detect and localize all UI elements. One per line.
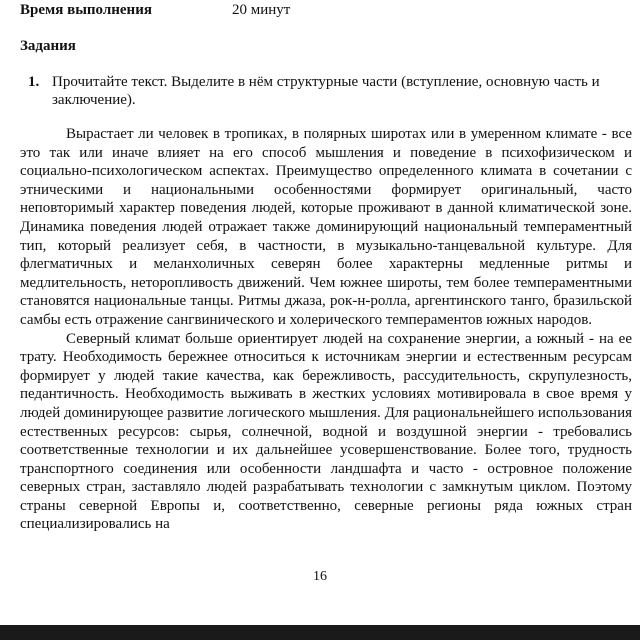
body-text (20, 125, 632, 534)
bottom-edge-band (0, 625, 640, 640)
task-item (28, 73, 632, 109)
time-value: 20 минут (232, 2, 291, 18)
time-label: Время выполнения (20, 2, 152, 18)
section-title: Задания (20, 38, 76, 54)
page-number: 16 (313, 569, 327, 584)
time-row (20, 1, 291, 19)
body-paragraph-1: Вырастает ли человек в тропиках, в полярных широтах или в умеренном климате - все это так или иначе влияет на его способ мышления и поведение в психофизическом и социально-психологическом аспектах. Преимущество определенного климата в сочетании с этническими и национальными особенностями формирует оригинальный, часто неповторимый характер поведения людей, которые проживают в данной климатической зоне. Динамика поведения людей отражает также доминирующий национальный темпераментный тип, который реализует себя, в частности, в музыкально-танцевальной культуре. Для флегматичных и меланхоличных северян более характерны медленные ритмы и медлительность, неторопливость движений. Чем южнее широты, тем более темпераментными становятся национальные танцы. Ритмы джаза, рок-н-ролла, аргентинского танго, бразильской самбы есть отражение сангвинического и холерического темпераментов южных народов. (20, 126, 632, 328)
task-text: Прочитайте текст. Выделите в нём структурные части (вступление, основную часть и заключение). (52, 74, 600, 108)
task-number: 1. (28, 74, 40, 90)
body-paragraph-2: Северный климат больше ориентирует людей на сохранение энергии, а южный - на ее трату. Необходимость бережнее относиться к источникам энергии и естественным ресурсам формирует у людей такие качества, как бережливость, рассудительность, скрупулезность, педантичность. Необходимость выживать в жестких условиях мотивировала в свое время у людей доминирующее развитие логического мышления. Для рациональнейшего использования естественных ресурсов: сырья, солнечной, водной и воздушной энергии - требовались соответственные технологии и их дальнейшее усовершенствование. Более того, трудность транспортного соединения или особенности ландшафта и часто - островное положение северных стран, заставляло людей разрабатывать технологии с замкнутым циклом. Поэтому страны северной Европы и, соответственно, северные регионы ряда южных стран специализировались на (20, 330, 632, 533)
